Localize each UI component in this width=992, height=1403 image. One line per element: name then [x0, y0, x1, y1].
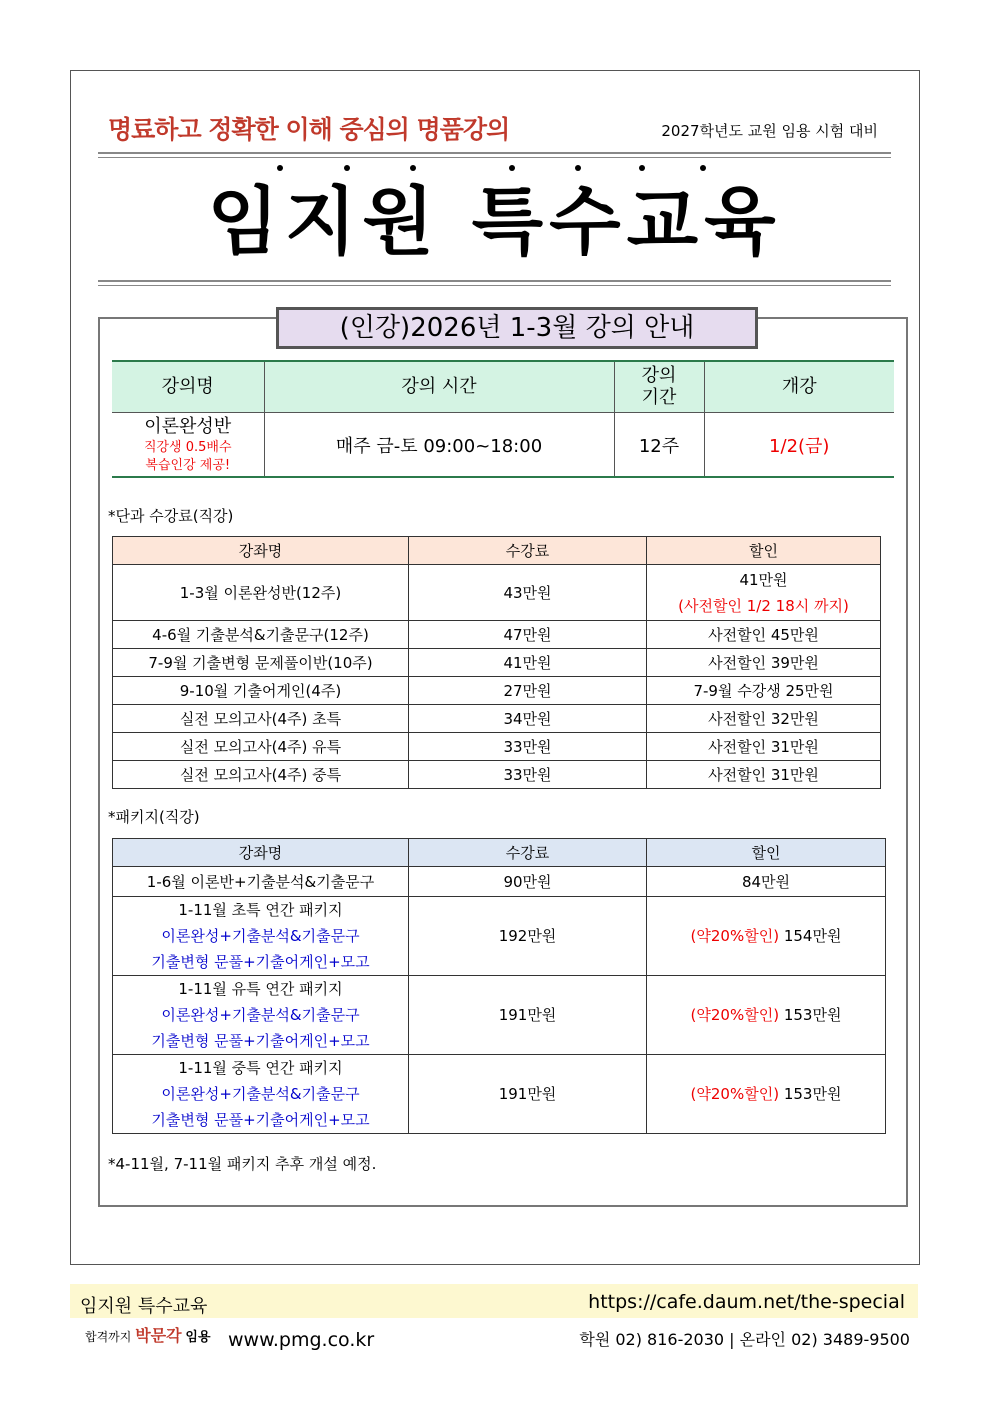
start-cell: 1/2(금): [769, 435, 830, 457]
course-cell: [112, 413, 264, 478]
table-row: 1-11월 중특 연간 패키지 이론완성+기출분석&기출문구 기출변형 문풀+기출어게인+모고 191만원 (약20%할인) 153만원: [113, 1055, 886, 1134]
header-discount: 할인: [647, 537, 881, 565]
phone-info: 학원 02) 816-2030 | 온라인 02) 3489-9500: [579, 1330, 910, 1349]
header-course: 강의명: [112, 361, 264, 413]
course-note-1: 직강생 0.5배수: [143, 439, 232, 455]
table-header-row: 강좌명 수강료 할인: [113, 839, 886, 867]
single-section-label: *단과 수강료(직강): [108, 507, 234, 525]
row-name: 1-3월 이론완성반(12주): [113, 565, 409, 621]
header-fee: 수강료: [409, 537, 647, 565]
table-row: [112, 413, 894, 478]
package-table: [112, 838, 886, 1134]
divider-bottom: [98, 280, 891, 286]
table-row: 7-9월 기출변형 문제풀이반(10주) 41만원 사전할인 39만원: [113, 649, 881, 677]
row-discount: 41만원 (사전할인 1/2 18시 까지): [647, 565, 881, 621]
header-name: 강좌명: [113, 537, 409, 565]
package-section-label: *패키지(직강): [108, 808, 200, 826]
row-fee: 43만원: [409, 565, 647, 621]
header-time: 강의 시간: [264, 361, 614, 413]
table-row: 실전 모의고사(4주) 초특 34만원 사전할인 32만원: [113, 705, 881, 733]
divider-top: [98, 152, 891, 158]
period-cell: 12주: [614, 413, 704, 478]
table-header-row: [112, 361, 894, 413]
main-title: 임지원 특수교육: [207, 179, 782, 265]
table-row: 4-6월 기출분석&기출문구(12주) 47만원 사전할인 45만원: [113, 621, 881, 649]
table-row: 1-11월 유특 연간 패키지 이론완성+기출분석&기출문구 기출변형 문풀+기출어게인+모고 191만원 (약20%할인) 153만원: [113, 976, 886, 1055]
package-note: *4-11월, 7-11월 패키지 추후 개설 예정.: [108, 1155, 377, 1173]
footer-name: 임지원 특수교육: [80, 1296, 208, 1317]
website-link[interactable]: www.pmg.co.kr: [228, 1329, 375, 1351]
exam-subtitle: 2027학년도 교원 임용 시험 대비: [661, 122, 878, 140]
header-period: 강의 기간: [614, 361, 704, 413]
notice-title: (인강)2026년 1-3월 강의 안내: [276, 307, 758, 349]
pmg-logo: 합격까지 박문각 임용: [85, 1326, 211, 1345]
header-start: 개강: [704, 361, 894, 413]
table-row: 1-6월 이론반+기출분석&기출문구 90만원 84만원: [113, 867, 886, 897]
table-row: 실전 모의고사(4주) 중특 33만원 사전할인 31만원: [113, 761, 881, 789]
course-note-2: 복습인강 제공!: [145, 457, 231, 473]
table-row: 1-11월 초특 연간 패키지 이론완성+기출분석&기출문구 기출변형 문풀+기출어게인+모고 192만원 (약20%할인) 154만원: [113, 897, 886, 976]
table-row: 9-10월 기출어게인(4주) 27만원 7-9월 수강생 25만원: [113, 677, 881, 705]
single-fee-table: [112, 536, 881, 789]
time-cell: 매주 금-토 09:00~18:00: [264, 413, 614, 478]
course-name: 이론완성반: [144, 415, 232, 437]
table-header-row: [113, 537, 881, 565]
footer-url-link[interactable]: https://cafe.daum.net/the-special: [588, 1291, 905, 1313]
schedule-table: [112, 360, 894, 478]
table-row: [113, 565, 881, 621]
table-row: 실전 모의고사(4주) 유특 33만원 사전할인 31만원: [113, 733, 881, 761]
slogan: 명료하고 정확한 이해 중심의 명품강의: [108, 115, 510, 144]
